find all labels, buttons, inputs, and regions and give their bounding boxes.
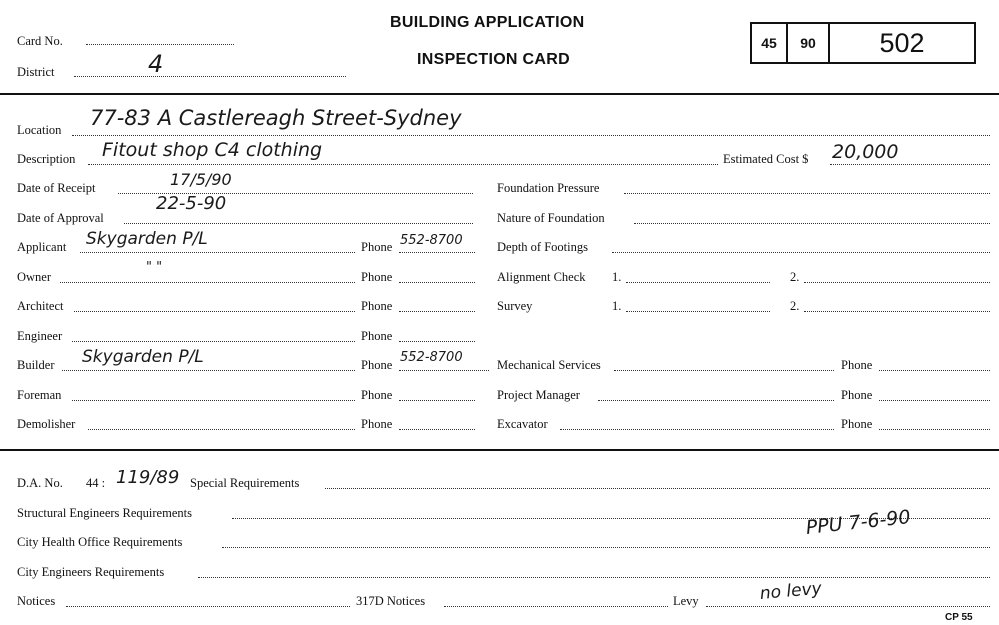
da-prefix: 44 : <box>86 476 106 490</box>
survey-line2 <box>804 311 990 312</box>
applicant-phone-label: Phone <box>361 240 393 254</box>
alignment-num2: 2. <box>790 270 800 284</box>
mech-line <box>614 370 834 371</box>
district-line <box>74 76 346 77</box>
health-value: PPU 7-6-90 <box>804 506 912 539</box>
applicant-label: Applicant <box>17 240 67 254</box>
excavator-phone-line <box>879 429 990 430</box>
foreman-label: Foreman <box>17 388 62 402</box>
mech-phone-line <box>879 370 990 371</box>
foreman-phone-line <box>399 400 475 401</box>
levy-label: Levy <box>673 594 699 608</box>
survey-num1: 1. <box>612 299 622 313</box>
mech-phone-label: Phone <box>841 358 873 372</box>
special-line <box>325 488 990 489</box>
applicant-phone-line <box>399 252 475 253</box>
notices-label: Notices <box>17 594 56 608</box>
pm-phone-label: Phone <box>841 388 873 402</box>
owner-line <box>60 282 355 283</box>
owner-value: " " <box>146 260 163 275</box>
owner-phone-label: Phone <box>361 270 393 284</box>
nature-foundation-label: Nature of Foundation <box>497 211 605 225</box>
ref-box-1: 45 <box>750 22 788 64</box>
engineer-phone-label: Phone <box>361 329 393 343</box>
excavator-label: Excavator <box>497 417 548 431</box>
district-label: District <box>17 65 55 79</box>
city-eng-label: City Engineers Requirements <box>17 565 165 579</box>
builder-label: Builder <box>17 358 55 372</box>
special-label: Special Requirements <box>190 476 300 490</box>
builder-line <box>62 370 355 371</box>
mech-label: Mechanical Services <box>497 358 601 372</box>
owner-phone-line <box>399 282 475 283</box>
form-code: CP 55 <box>945 612 973 623</box>
rule-top <box>0 93 999 95</box>
foreman-line <box>72 400 355 401</box>
excavator-phone-label: Phone <box>841 417 873 431</box>
survey-num2: 2. <box>790 299 800 313</box>
location-label: Location <box>17 123 62 137</box>
builder-phone-label: Phone <box>361 358 393 372</box>
foreman-phone-label: Phone <box>361 388 393 402</box>
estimated-cost-line <box>830 164 990 165</box>
health-line <box>222 547 990 548</box>
pm-label: Project Manager <box>497 388 580 402</box>
owner-label: Owner <box>17 270 52 284</box>
architect-label: Architect <box>17 299 64 313</box>
demolisher-phone-label: Phone <box>361 417 393 431</box>
builder-value: Skygarden P/L <box>82 347 204 367</box>
architect-line <box>74 311 355 312</box>
depth-footings-label: Depth of Footings <box>497 240 588 254</box>
estimated-cost-value: 20,000 <box>832 141 899 163</box>
health-label: City Health Office Requirements <box>17 535 183 549</box>
pm-line <box>598 400 834 401</box>
applicant-line <box>80 252 355 253</box>
foundation-pressure-label: Foundation Pressure <box>497 181 600 195</box>
architect-phone-line <box>399 311 475 312</box>
notices-line <box>66 606 350 607</box>
structural-label: Structural Engineers Requirements <box>17 506 192 520</box>
card-no-label: Card No. <box>17 34 63 48</box>
demolisher-line <box>88 429 355 430</box>
date-receipt-label: Date of Receipt <box>17 181 96 195</box>
alignment-num1: 1. <box>612 270 622 284</box>
levy-line <box>706 606 990 607</box>
applicant-value: Skygarden P/L <box>86 229 208 249</box>
city-eng-line <box>198 577 990 578</box>
ref-box-2: 90 <box>786 22 830 64</box>
foundation-pressure-line <box>624 193 990 194</box>
da-value: 119/89 <box>116 467 180 488</box>
levy-value: no levy <box>759 578 823 604</box>
engineer-line <box>72 341 355 342</box>
district-value: 4 <box>148 50 164 78</box>
title-line1: BUILDING APPLICATION <box>390 14 585 31</box>
notices-317d-label: 317D Notices <box>356 594 426 608</box>
builder-phone-line <box>399 370 489 371</box>
rule-middle <box>0 449 999 451</box>
description-label: Description <box>17 152 76 166</box>
title-line2: INSPECTION CARD <box>417 51 570 68</box>
date-approval-line <box>124 223 473 224</box>
notices-317d-line <box>444 606 668 607</box>
location-line <box>72 135 990 136</box>
da-label: D.A. No. <box>17 476 63 490</box>
demolisher-label: Demolisher <box>17 417 76 431</box>
applicant-phone-value: 552-8700 <box>400 233 463 248</box>
pm-phone-line <box>879 400 990 401</box>
engineer-phone-line <box>399 341 475 342</box>
alignment-line2 <box>804 282 990 283</box>
excavator-line <box>560 429 834 430</box>
estimated-cost-label: Estimated Cost $ <box>723 152 809 166</box>
date-approval-value: 22-5-90 <box>156 193 227 214</box>
date-approval-label: Date of Approval <box>17 211 104 225</box>
location-value: 77-83 A Castlereagh Street-Sydney <box>90 106 462 130</box>
description-line <box>88 164 718 165</box>
engineer-label: Engineer <box>17 329 63 343</box>
survey-label: Survey <box>497 299 533 313</box>
depth-footings-line <box>612 252 990 253</box>
description-value: Fitout shop C4 clothing <box>102 139 323 161</box>
nature-foundation-line <box>634 223 990 224</box>
builder-phone-value: 552-8700 <box>400 350 463 365</box>
alignment-line1 <box>626 282 770 283</box>
date-receipt-value: 17/5/90 <box>170 170 232 189</box>
card-no-line <box>86 44 234 45</box>
alignment-label: Alignment Check <box>497 270 586 284</box>
ref-box-3: 502 <box>828 22 976 64</box>
demolisher-phone-line <box>399 429 475 430</box>
survey-line1 <box>626 311 770 312</box>
architect-phone-label: Phone <box>361 299 393 313</box>
